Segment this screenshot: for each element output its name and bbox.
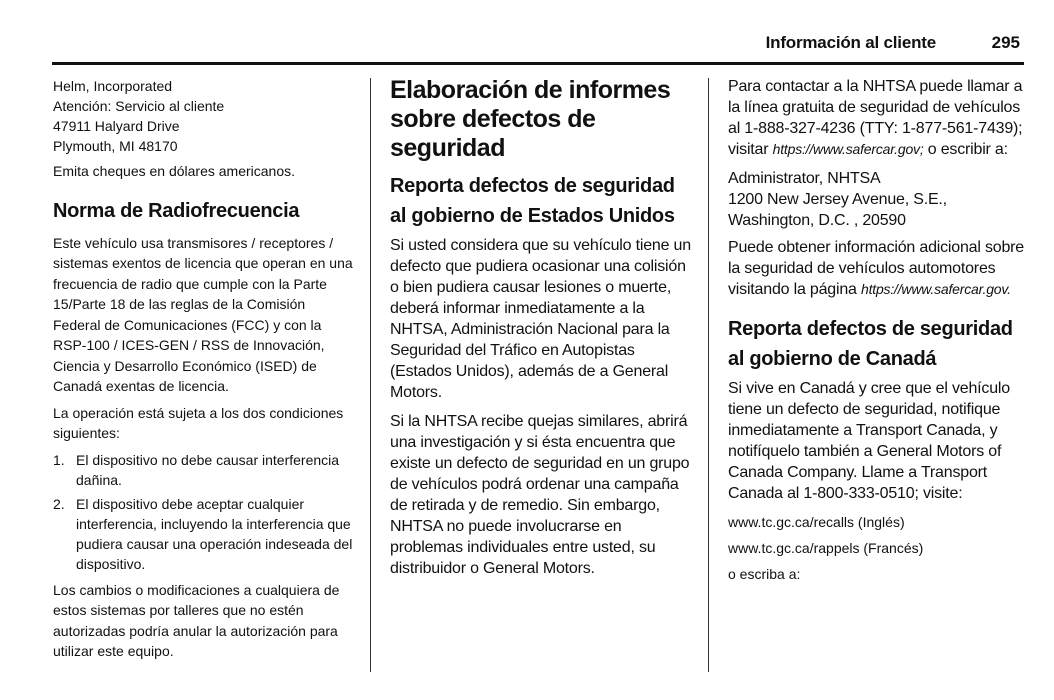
list-item	[53, 450, 353, 490]
contact-tail: o escribir a:	[927, 141, 1008, 158]
address-line: Washington, D.C. , 20590	[728, 212, 906, 229]
list-number: 2.	[53, 495, 65, 512]
safercar-link[interactable]: https://www.safercar.gov;	[772, 141, 924, 157]
column-middle	[390, 76, 692, 587]
conditions-list	[53, 450, 353, 574]
canada-report-heading: Reporta defectos de seguridad al gobierno de Canadá	[728, 318, 1013, 370]
tc-rappels-link[interactable]: www.tc.gc.ca/rappels (Francés)	[728, 540, 924, 556]
column-divider	[708, 78, 709, 672]
main-heading: Elaboración de informes sobre defectos de seguridad	[390, 76, 671, 162]
page-number: 295	[991, 33, 1020, 52]
contact-text: Para contactar a la NHTSA puede llamar a la línea gratuita de seguridad de vehículos al 1-888-327-4236 (TTY: 1-877-561-7439); visitar	[728, 78, 1023, 158]
column-divider	[370, 78, 371, 672]
canada-paragraph: Si vive en Canadá y cree que el vehículo tiene un defecto de seguridad, notifique inmediatamente a Transport Canada, y notifíquelo también a General Motors of Canada Company. Llame a Transport Canada al 1-800-333-0510; visite:	[728, 380, 1010, 502]
address-line: 1200 New Jersey Avenue, S.E.,	[728, 191, 947, 208]
section-title: Información al cliente	[765, 33, 936, 52]
changes-paragraph: Los cambios o modificaciones a cualquiera de estos sistemas por talleres que no estén autorizadas podría anular la autorización para utilizar este equipo.	[53, 581, 340, 659]
nhtsa-contact-paragraph	[728, 76, 1028, 160]
nhtsa-investigation-paragraph: Si la NHTSA recibe quejas similares, abrirá una investigación y si ésta encuentra que existe un defecto de seguridad en un grupo de vehículos podrá ordenar una campaña de retirada y de remedio. Sin embargo, NHTSA no puede involucrarse en problemas individuales entre usted, su distribuidor o General Motors.	[390, 413, 690, 577]
radio-heading: Norma de Radiofrecuencia	[53, 199, 300, 222]
radio-paragraph: Este vehículo usa transmisores / receptores / sistemas exentos de licencia que operan en una frecuencia de radio que cumple con la Parte 15/Parte 18 de las reglas de la Comisión Federal de Comunicaciones (FCC) y con la RSP-100 / ICES-GEN / RSS de Innovación, Ciencia y Desarrollo Económico (ISED) de Canadá exentas de licencia.	[53, 234, 353, 394]
address-line: Administrator, NHTSA	[728, 170, 881, 187]
address-line: 47911 Halyard Drive	[53, 118, 180, 134]
safercar-link[interactable]: https://www.safercar.gov.	[861, 281, 1011, 297]
us-report-heading: Reporta defectos de seguridad al gobierno de Estados Unidos	[390, 175, 675, 227]
address-line: Helm, Incorporated	[53, 78, 173, 94]
tc-recalls-link[interactable]: www.tc.gc.ca/recalls (Inglés)	[728, 514, 905, 530]
conditions-intro: La operación está sujeta a los dos condiciones siguientes:	[53, 404, 344, 441]
column-left	[53, 76, 353, 668]
list-item	[53, 494, 353, 574]
address-line: Atención: Servicio al cliente	[53, 98, 225, 114]
list-number: 1.	[53, 451, 65, 468]
list-text: El dispositivo no debe causar interferencia dañina.	[76, 451, 340, 488]
info-paragraph	[728, 237, 1028, 300]
list-text: El dispositivo debe aceptar cualquier interferencia, incluyendo la interferencia que pudiera causar una operación indeseada del dispositivo.	[76, 495, 353, 572]
us-report-paragraph: Si usted considera que su vehículo tiene un defecto que pudiera ocasionar una colisión o bien pudiera causar lesiones o muerte, deberá informar inmediatamente a la NHTSA, Administración Nacional para la Seguridad del Tráfico en Autopistas (Estados Unidos), además de a General Motors.	[390, 237, 691, 401]
info-text: Puede obtener información adicional sobre la seguridad de vehículos automotores visitando la página	[728, 239, 1024, 298]
checks-note: Emita cheques en dólares americanos.	[53, 163, 296, 179]
column-right	[728, 76, 1028, 590]
nhtsa-address	[728, 168, 1028, 231]
address-line: Plymouth, MI 48170	[53, 138, 178, 154]
write-to-text: o escriba a:	[728, 566, 801, 582]
helm-address	[53, 76, 353, 156]
page-header	[52, 30, 1024, 65]
